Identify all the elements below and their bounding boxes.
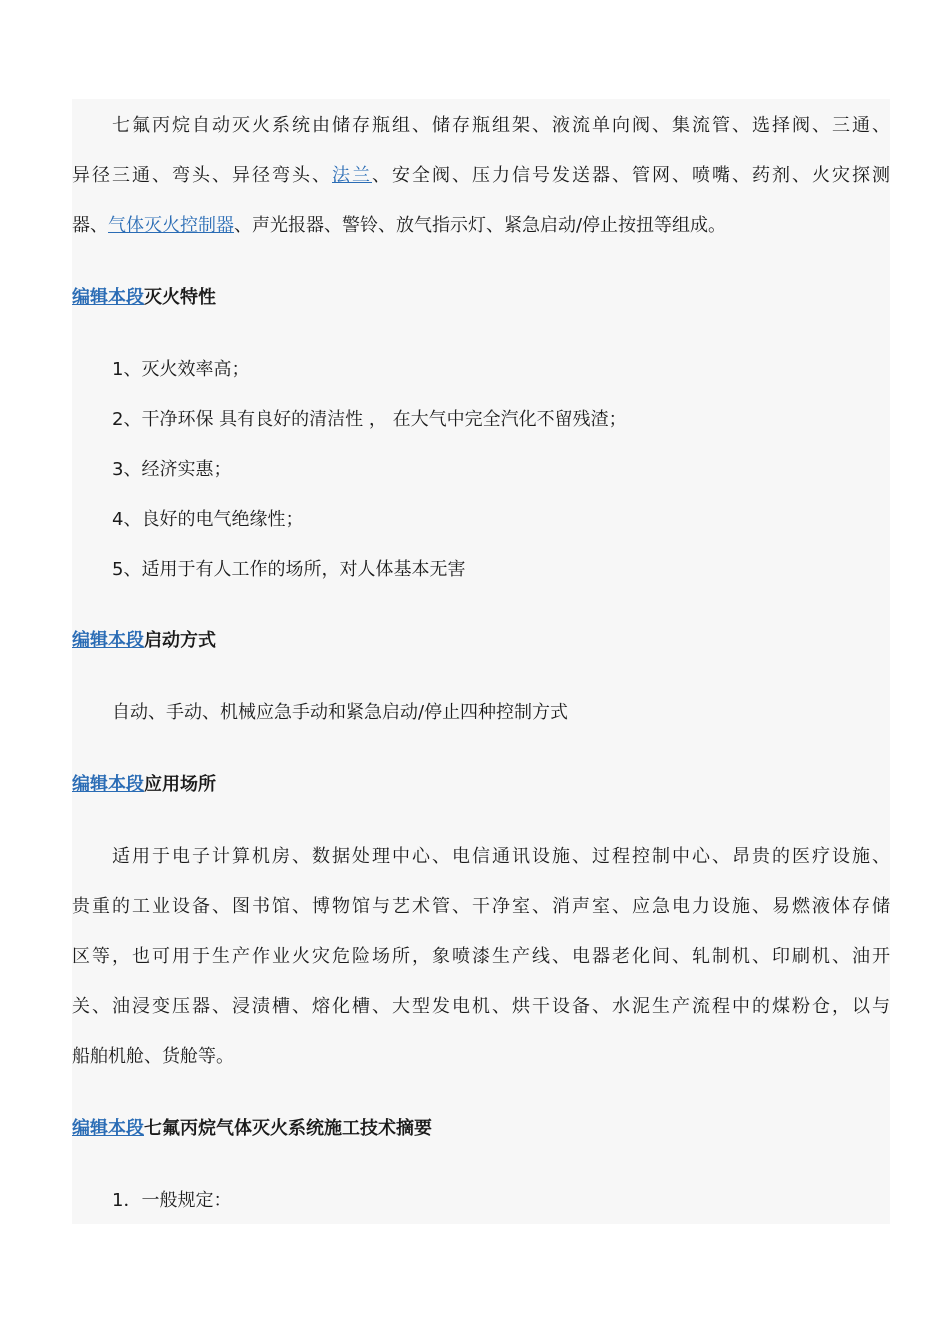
- intro-line-2: [72, 164, 890, 188]
- section-title: 启动方式: [144, 630, 216, 651]
- section-heading-construction: [72, 1117, 890, 1141]
- gas-controller-link[interactable]: 气体灭火控制器: [108, 215, 234, 236]
- intro-text: 、声光报器、警铃、放气指示灯、紧急启动/停止按扭等组成。: [234, 215, 727, 236]
- section-heading-applications: [72, 773, 890, 797]
- feature-item: 4、良好的电气绝缘性；: [112, 509, 304, 530]
- applications-line: 关、油浸变压器、浸渍槽、熔化槽、大型发电机、烘干设备、水泥生产流程中的煤粉仓，以与: [72, 996, 890, 1017]
- flange-link[interactable]: 法兰: [332, 165, 372, 186]
- applications-line: 区等，也可用于生产作业火灾危险场所，象喷漆生产线、电器老化间、轧制机、印刷机、油开: [72, 946, 890, 967]
- edit-section-link[interactable]: 编辑本段: [72, 1118, 144, 1139]
- intro-text: 七氟丙烷自动灭火系统由储存瓶组、储存瓶组架、液流单向阀、集流管、选择阀、三通、: [112, 115, 890, 136]
- intro-line-1: [112, 114, 890, 138]
- section-title: 应用场所: [144, 774, 216, 795]
- startup-text: 自动、手动、机械应急手动和紧急启动/停止四种控制方式: [112, 702, 569, 723]
- edit-section-link[interactable]: 编辑本段: [72, 630, 144, 651]
- feature-item: 1、灭火效率高；: [112, 359, 250, 380]
- section-title: 灭火特性: [144, 287, 216, 308]
- intro-text: 、安全阀、压力信号发送器、管网、喷嘴、药剂、火灾探测: [372, 165, 890, 186]
- section-heading-startup: [72, 629, 890, 653]
- applications-line: 贵重的工业设备、图书馆、博物馆与艺术管、干净室、消声室、应急电力设施、易燃液体存储: [72, 896, 890, 917]
- feature-item: 5、适用于有人工作的场所，对人体基本无害: [112, 559, 466, 580]
- section-heading-features: [72, 286, 890, 310]
- applications-line: 适用于电子计算机房、数据处理中心、电信通讯设施、过程控制中心、昂贵的医疗设施、: [112, 846, 890, 867]
- intro-text: 异径三通、弯头、异径弯头、: [72, 165, 332, 186]
- intro-line-3: [72, 214, 890, 238]
- section-title: 七氟丙烷气体灭火系统施工技术摘要: [144, 1118, 432, 1139]
- edit-section-link[interactable]: 编辑本段: [72, 287, 144, 308]
- feature-item: 3、经济实惠；: [112, 459, 232, 480]
- construction-item-1: 1．一般规定：: [112, 1190, 232, 1211]
- feature-item: 2、干净环保 具有良好的清洁性 ， 在大气中完全汽化不留残渣；: [112, 409, 627, 430]
- intro-text: 器、: [72, 215, 108, 236]
- applications-line: 船舶机舱、货舱等。: [72, 1046, 234, 1067]
- edit-section-link[interactable]: 编辑本段: [72, 774, 144, 795]
